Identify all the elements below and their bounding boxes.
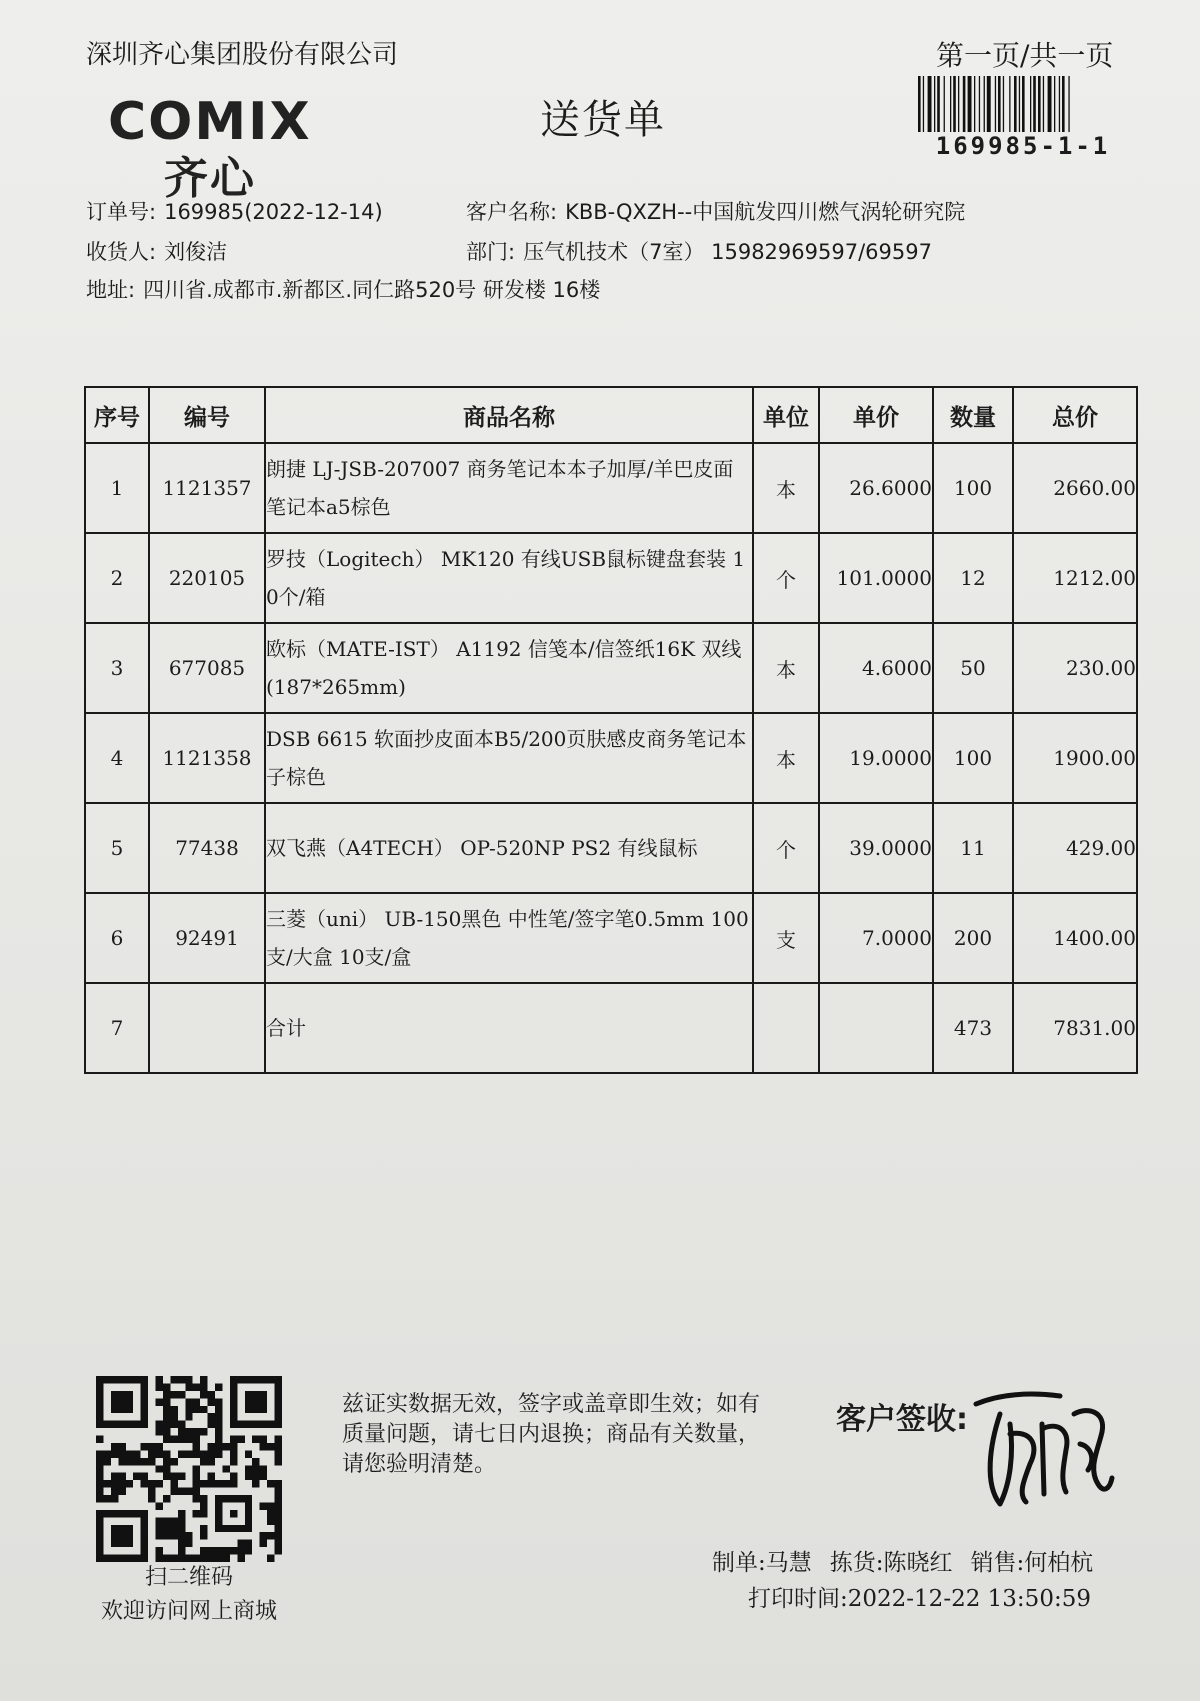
- table-header-row: [85, 387, 1137, 443]
- comix-logo: [108, 92, 338, 204]
- customer-signature-label: 客户签收:: [836, 1402, 968, 1437]
- cell-unit-price: 4.6000: [819, 623, 933, 713]
- cell-quantity: 200: [933, 893, 1013, 983]
- print-time: 打印时间:2022-12-22 13:50:59: [748, 1586, 1091, 1612]
- cell-unit: 个: [753, 533, 819, 623]
- cell-code: 677085: [149, 623, 265, 713]
- cell-unit-price: 19.0000: [819, 713, 933, 803]
- table-total-row: [85, 983, 1137, 1073]
- cell-index: 1: [85, 443, 149, 533]
- table-row: [85, 893, 1137, 983]
- sales-name: 销售:何柏杭: [970, 1550, 1094, 1576]
- cell-unit-price: 39.0000: [819, 803, 933, 893]
- staff-info: [712, 1544, 1111, 1577]
- cell-quantity: 100: [933, 443, 1013, 533]
- cell-product-name: 双飞燕（A4TECH） OP-520NP PS2 有线鼠标: [265, 803, 753, 893]
- barcode-number: 169985-1-1: [935, 132, 1111, 160]
- items-table: [84, 386, 1138, 1074]
- cell-product-name: 欧标（MATE-IST） A1192 信笺本/信签纸16K 双线 (187*265mm): [265, 623, 753, 713]
- table-row: [85, 443, 1137, 533]
- cell-quantity: 11: [933, 803, 1013, 893]
- document-title: 送货单: [540, 97, 666, 143]
- address: 地址: 四川省.成都市.新都区.同仁路520号 研发楼 16楼: [86, 278, 601, 302]
- picker-name: 拣货:陈晓红: [829, 1550, 953, 1576]
- customer-name: 客户名称: KBB-QXZH--中国航发四川燃气涡轮研究院: [466, 200, 966, 224]
- cell-index: 4: [85, 713, 149, 803]
- qr-code-icon: [96, 1376, 282, 1562]
- cell-product-name: 朗捷 LJ-JSB-207007 商务笔记本本子加厚/羊巴皮面笔记本a5棕色: [265, 443, 753, 533]
- header-total: 总价: [1013, 387, 1137, 443]
- qr-caption-scan: 扫二维码: [144, 1565, 233, 1590]
- cell-index: 5: [85, 803, 149, 893]
- cell-quantity: 50: [933, 623, 1013, 713]
- cell-index: 7: [85, 983, 149, 1073]
- logo-text-en: COMIX: [108, 92, 312, 152]
- cell-product-name: 三菱（uni） UB-150黑色 中性笔/签字笔0.5mm 100支/大盒 10支/盒: [265, 893, 753, 983]
- table-row: [85, 533, 1137, 623]
- cell-unit: 本: [753, 713, 819, 803]
- cell-unit: [753, 983, 819, 1073]
- cell-unit-price: 101.0000: [819, 533, 933, 623]
- header-unit: 单位: [753, 387, 819, 443]
- cell-unit: 支: [753, 893, 819, 983]
- logo-text-cn: 齐心: [164, 153, 256, 204]
- cell-unit-price: 7.0000: [819, 893, 933, 983]
- cell-quantity: 100: [933, 713, 1013, 803]
- order-number: 订单号: 169985(2022-12-14): [86, 200, 383, 224]
- cell-index: 3: [85, 623, 149, 713]
- cell-product-name: DSB 6615 软面抄皮面本B5/200页肤感皮商务笔记本 子棕色: [265, 713, 753, 803]
- cell-total: 1900.00: [1013, 713, 1137, 803]
- cell-unit-price: [819, 983, 933, 1073]
- cell-total-label: 合计: [265, 983, 753, 1073]
- cell-code: 1121357: [149, 443, 265, 533]
- cell-total: 230.00: [1013, 623, 1137, 713]
- maker-name: 制单:马慧: [712, 1550, 812, 1576]
- header-product-name: 商品名称: [265, 387, 753, 443]
- cell-total-quantity: 473: [933, 983, 1013, 1073]
- company-name: 深圳齐心集团股份有限公司: [86, 40, 399, 70]
- cell-code: 220105: [149, 533, 265, 623]
- header-quantity: 数量: [933, 387, 1013, 443]
- cell-total: 1400.00: [1013, 893, 1137, 983]
- receiver: 收货人: 刘俊洁: [86, 240, 228, 264]
- table-row: [85, 623, 1137, 713]
- department: 部门: 压气机技术（7室） 15982969597/69597: [466, 240, 932, 264]
- cell-quantity: 12: [933, 533, 1013, 623]
- cell-code: [149, 983, 265, 1073]
- cell-unit-price: 26.6000: [819, 443, 933, 533]
- handwritten-signature-icon: [970, 1384, 1120, 1524]
- cell-grand-total: 7831.00: [1013, 983, 1137, 1073]
- cell-index: 6: [85, 893, 149, 983]
- cell-code: 1121358: [149, 713, 265, 803]
- qr-caption-shop: 欢迎访问网上商城: [100, 1599, 277, 1624]
- table-row: [85, 713, 1137, 803]
- cell-unit: 本: [753, 623, 819, 713]
- cell-code: 92491: [149, 893, 265, 983]
- cell-total: 1212.00: [1013, 533, 1137, 623]
- cell-code: 77438: [149, 803, 265, 893]
- table-row: [85, 803, 1137, 893]
- cell-index: 2: [85, 533, 149, 623]
- cell-total: 429.00: [1013, 803, 1137, 893]
- cell-product-name: 罗技（Logitech） MK120 有线USB鼠标键盘套装 10个/箱: [265, 533, 753, 623]
- page-info: 第一页/共一页: [936, 39, 1114, 72]
- validity-notice: 兹证实数据无效，签字或盖章即生效；如有质量问题，请七日内退换；商品有关数量，请您验明清楚。: [342, 1392, 761, 1477]
- header-code: 编号: [149, 387, 265, 443]
- header-unit-price: 单价: [819, 387, 933, 443]
- cell-total: 2660.00: [1013, 443, 1137, 533]
- header-index: 序号: [85, 387, 149, 443]
- barcode-icon: [916, 76, 1126, 132]
- cell-unit: 本: [753, 443, 819, 533]
- cell-unit: 个: [753, 803, 819, 893]
